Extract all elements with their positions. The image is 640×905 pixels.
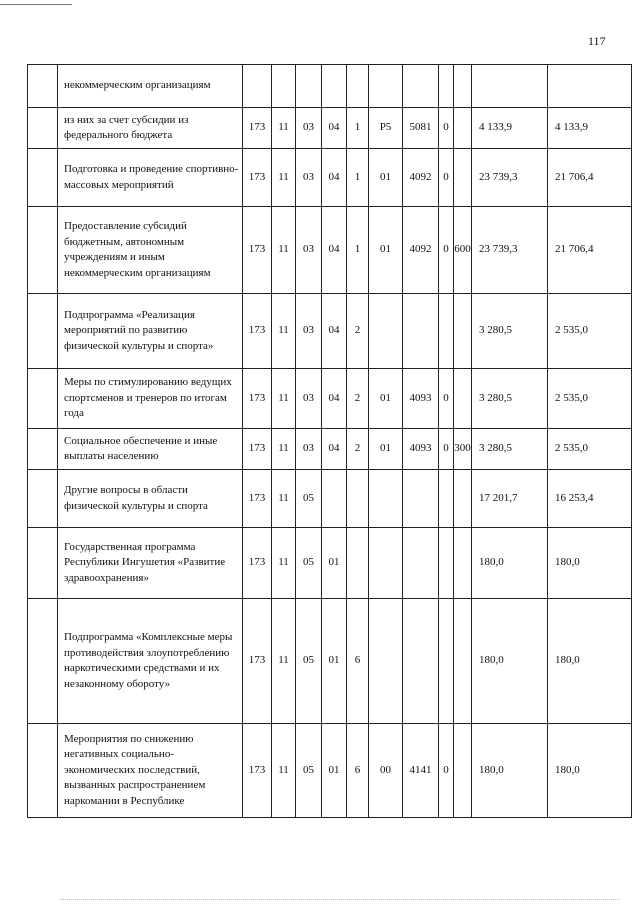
cell-direction: 4093 <box>403 429 439 470</box>
empty-cell <box>28 108 58 149</box>
cell-subprogram: 6 <box>347 599 369 724</box>
empty-cell <box>28 599 58 724</box>
cell-name: Другие вопросы в области физической культуры и спорта <box>58 470 243 528</box>
cell-direction <box>403 65 439 108</box>
cell-sum-plan: 23 739,3 <box>472 207 548 294</box>
table-row <box>28 149 632 207</box>
cell-section: 11 <box>272 429 296 470</box>
cell-subprogram <box>347 65 369 108</box>
cell-exp-type <box>454 528 472 599</box>
cell-name: Социальное обеспечение и иные выплаты населению <box>58 429 243 470</box>
budget-table <box>27 64 632 818</box>
cell-subsection: 03 <box>296 108 322 149</box>
cell-subsection: 05 <box>296 470 322 528</box>
cell-name: Меры по стимулированию ведущих спортсменов и тренеров по итогам года <box>58 369 243 429</box>
cell-sum-plan: 3 280,5 <box>472 429 548 470</box>
cell-program: 01 <box>322 724 347 818</box>
table-row <box>28 429 632 470</box>
cell-ministry: 173 <box>243 470 272 528</box>
cell-sum-plan: 4 133,9 <box>472 108 548 149</box>
empty-cell <box>28 429 58 470</box>
cell-sum-plan: 17 201,7 <box>472 470 548 528</box>
cell-direction <box>403 294 439 369</box>
cell-sum-plan: 180,0 <box>472 528 548 599</box>
cell-exp-type <box>454 369 472 429</box>
cell-extra <box>439 65 454 108</box>
table-row <box>28 528 632 599</box>
cell-section: 11 <box>272 207 296 294</box>
cell-subprogram: 2 <box>347 294 369 369</box>
cell-main-event: 01 <box>369 429 403 470</box>
cell-exp-type <box>454 108 472 149</box>
cell-section: 11 <box>272 108 296 149</box>
cell-section: 11 <box>272 724 296 818</box>
cell-subprogram: 1 <box>347 108 369 149</box>
cell-subprogram: 6 <box>347 724 369 818</box>
cell-name: некоммерческим организациям <box>58 65 243 108</box>
scan-bottom-edge <box>60 899 620 900</box>
cell-subprogram <box>347 470 369 528</box>
cell-subsection: 03 <box>296 369 322 429</box>
cell-main-event <box>369 65 403 108</box>
cell-main-event: 01 <box>369 207 403 294</box>
cell-program <box>322 470 347 528</box>
cell-ministry: 173 <box>243 207 272 294</box>
cell-program <box>322 65 347 108</box>
cell-extra: 0 <box>439 207 454 294</box>
cell-sum-fact: 2 535,0 <box>548 369 632 429</box>
cell-sum-fact: 180,0 <box>548 528 632 599</box>
cell-main-event: 01 <box>369 149 403 207</box>
table-row <box>28 599 632 724</box>
cell-direction: 5081 <box>403 108 439 149</box>
cell-section: 11 <box>272 294 296 369</box>
cell-program: 01 <box>322 599 347 724</box>
cell-name: Предоставление субсидий бюджетным, автономным учреждениям и иным некоммерческим организациям <box>58 207 243 294</box>
cell-sum-plan: 23 739,3 <box>472 149 548 207</box>
cell-exp-type: 300 <box>454 429 472 470</box>
cell-extra: 0 <box>439 724 454 818</box>
table-row <box>28 207 632 294</box>
cell-main-event: P5 <box>369 108 403 149</box>
cell-main-event <box>369 294 403 369</box>
cell-section: 11 <box>272 369 296 429</box>
cell-sum-fact: 180,0 <box>548 599 632 724</box>
cell-ministry: 173 <box>243 108 272 149</box>
cell-section: 11 <box>272 528 296 599</box>
cell-program: 01 <box>322 528 347 599</box>
cell-sum-plan: 180,0 <box>472 599 548 724</box>
cell-direction <box>403 528 439 599</box>
table-row <box>28 108 632 149</box>
cell-subprogram: 2 <box>347 429 369 470</box>
cell-name: Подготовка и проведение спортивно-массовых мероприятий <box>58 149 243 207</box>
cell-sum-fact: 180,0 <box>548 724 632 818</box>
cell-ministry: 173 <box>243 369 272 429</box>
cell-subprogram: 2 <box>347 369 369 429</box>
table-row <box>28 65 632 108</box>
cell-subprogram <box>347 528 369 599</box>
cell-section <box>272 65 296 108</box>
cell-sum-plan: 180,0 <box>472 724 548 818</box>
cell-subprogram: 1 <box>347 149 369 207</box>
cell-subsection: 03 <box>296 429 322 470</box>
cell-sum-fact: 2 535,0 <box>548 429 632 470</box>
empty-cell <box>28 294 58 369</box>
cell-name: из них за счет субсидии из федерального бюджета <box>58 108 243 149</box>
cell-main-event: 00 <box>369 724 403 818</box>
cell-sum-fact: 2 535,0 <box>548 294 632 369</box>
cell-sum-plan: 3 280,5 <box>472 369 548 429</box>
cell-main-event <box>369 599 403 724</box>
cell-direction: 4093 <box>403 369 439 429</box>
cell-sum-fact: 4 133,9 <box>548 108 632 149</box>
cell-subprogram: 1 <box>347 207 369 294</box>
empty-cell <box>28 724 58 818</box>
cell-subsection: 03 <box>296 207 322 294</box>
cell-subsection: 05 <box>296 724 322 818</box>
empty-cell <box>28 65 58 108</box>
cell-extra: 0 <box>439 369 454 429</box>
table-row <box>28 470 632 528</box>
cell-ministry: 173 <box>243 294 272 369</box>
cell-exp-type <box>454 65 472 108</box>
cell-ministry <box>243 65 272 108</box>
cell-extra <box>439 528 454 599</box>
cell-exp-type <box>454 724 472 818</box>
cell-exp-type: 600 <box>454 207 472 294</box>
cell-program: 04 <box>322 207 347 294</box>
cell-direction: 4092 <box>403 207 439 294</box>
empty-cell <box>28 528 58 599</box>
cell-ministry: 173 <box>243 149 272 207</box>
empty-cell <box>28 369 58 429</box>
cell-ministry: 173 <box>243 528 272 599</box>
cell-sum-fact: 16 253,4 <box>548 470 632 528</box>
cell-exp-type <box>454 599 472 724</box>
cell-subsection: 03 <box>296 294 322 369</box>
cell-program: 04 <box>322 429 347 470</box>
cell-extra <box>439 294 454 369</box>
cell-exp-type <box>454 149 472 207</box>
cell-extra: 0 <box>439 108 454 149</box>
cell-main-event <box>369 470 403 528</box>
cell-name: Подпрограмма «Комплексные меры противодействия злоупотреблению наркотическими средствами и их незаконному обороту» <box>58 599 243 724</box>
cell-name: Подпрограмма «Реализация мероприятий по развитию физической культуры и спорта» <box>58 294 243 369</box>
cell-direction <box>403 470 439 528</box>
cell-ministry: 173 <box>243 599 272 724</box>
cell-sum-fact <box>548 65 632 108</box>
cell-extra: 0 <box>439 429 454 470</box>
cell-direction <box>403 599 439 724</box>
cell-subsection: 03 <box>296 149 322 207</box>
cell-main-event: 01 <box>369 369 403 429</box>
cell-sum-fact: 21 706,4 <box>548 207 632 294</box>
cell-sum-fact: 21 706,4 <box>548 149 632 207</box>
empty-cell <box>28 470 58 528</box>
table-row <box>28 724 632 818</box>
cell-extra <box>439 470 454 528</box>
cell-direction: 4141 <box>403 724 439 818</box>
cell-name: Мероприятия по снижению негативных социально-экономических последствий, вызванных распространением наркомании в Республике <box>58 724 243 818</box>
cell-program: 04 <box>322 369 347 429</box>
scan-edge-line <box>0 4 72 5</box>
cell-program: 04 <box>322 149 347 207</box>
cell-extra <box>439 599 454 724</box>
cell-subsection: 05 <box>296 599 322 724</box>
cell-subsection <box>296 65 322 108</box>
table-row <box>28 294 632 369</box>
cell-extra: 0 <box>439 149 454 207</box>
cell-sum-plan <box>472 65 548 108</box>
cell-program: 04 <box>322 294 347 369</box>
cell-section: 11 <box>272 470 296 528</box>
empty-cell <box>28 207 58 294</box>
cell-ministry: 173 <box>243 429 272 470</box>
cell-program: 04 <box>322 108 347 149</box>
cell-section: 11 <box>272 599 296 724</box>
cell-subsection: 05 <box>296 528 322 599</box>
cell-main-event <box>369 528 403 599</box>
cell-exp-type <box>454 470 472 528</box>
table-row <box>28 369 632 429</box>
cell-ministry: 173 <box>243 724 272 818</box>
empty-cell <box>28 149 58 207</box>
cell-sum-plan: 3 280,5 <box>472 294 548 369</box>
cell-name: Государственная программа Республики Ингушетия «Развитие здравоохранения» <box>58 528 243 599</box>
cell-exp-type <box>454 294 472 369</box>
cell-section: 11 <box>272 149 296 207</box>
page-number: 117 <box>588 34 606 48</box>
cell-direction: 4092 <box>403 149 439 207</box>
